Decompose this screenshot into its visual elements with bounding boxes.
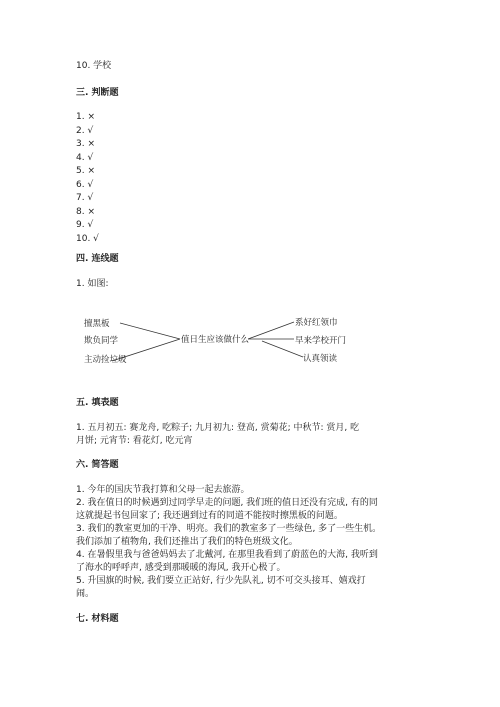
- judge-item: 2. √: [76, 125, 94, 136]
- short-line: 闹。: [76, 589, 95, 599]
- fill-line-1: 1. 五月初五: 赛龙舟, 吃粽子; 九月初九: 登高, 赏菊花; 中秋节: 赏月, 吃: [76, 423, 360, 433]
- judge-item: 5. ×: [76, 166, 95, 176]
- short-line: 4. 在暑假里我与爸爸妈妈去了北戴河, 在那里我看到了蔚蓝色的大海, 我听到: [76, 550, 378, 560]
- connect-intro: 1. 如图:: [76, 279, 109, 289]
- left-item-3: 主动捡垃圾: [84, 355, 127, 365]
- short-line: 这就提起书包回家了; 我还遇到过有的同道不能按时擦黑板的问题。: [76, 511, 343, 521]
- match-line-3: [248, 322, 294, 339]
- judge-item: 9. √: [76, 220, 94, 230]
- judge-item: 6. √: [76, 179, 94, 190]
- right-item-3: 认真领读: [303, 354, 338, 364]
- judge-item: 7. √: [76, 193, 94, 203]
- short-line: 3. 我们的教室更加的干净、明亮。我们的教室多了一些绿色, 多了一些生机。: [76, 524, 382, 534]
- short-line: 1. 今年的国庆节我打算和父母一起去旅游。: [76, 485, 250, 495]
- fill-line-2: 月饼; 元宵节: 看花灯, 吃元宵: [76, 436, 193, 446]
- matching-diagram: [0, 300, 500, 380]
- answer-10: 10. 学校: [76, 61, 112, 71]
- right-item-2: 早来学校开门: [295, 336, 347, 346]
- judge-item: 4. √: [76, 152, 94, 163]
- left-item-2: 欺负同学: [84, 336, 119, 346]
- short-line: 2. 我在值日的时候遇到过同学早走的问题, 我们班的值日还没有完成, 有的同: [76, 498, 378, 508]
- center-item: 值日生应该做什么: [181, 335, 250, 345]
- section-title-judge: 三. 判断题: [76, 88, 119, 98]
- match-line-1: [120, 323, 180, 339]
- section-title-fill: 五. 填表题: [76, 398, 119, 408]
- left-item-1: 擅黑板: [84, 319, 110, 329]
- judge-item: 10. √: [76, 233, 99, 244]
- judge-item: 8. ×: [76, 206, 95, 217]
- short-line: 5. 升国旗的时候, 我们要立正站好, 行少先队礼, 切不可交头接耳、嬉戏打: [76, 576, 366, 586]
- short-line: 了海水的呼呼声, 感受到那暖暖的海风, 我开心极了。: [76, 563, 286, 573]
- judge-item: 1. ×: [76, 112, 95, 122]
- right-item-1: 系好红领巾: [295, 318, 338, 328]
- section-title-short: 六. 简答题: [76, 460, 119, 470]
- short-line: 我们添加了植物角, 我们还推出了我们的特色班级文化。: [76, 537, 298, 547]
- section-title-material: 七. 材料题: [76, 614, 119, 624]
- section-title-connect: 四. 连线题: [76, 254, 119, 264]
- judge-item: 3. ×: [76, 139, 95, 149]
